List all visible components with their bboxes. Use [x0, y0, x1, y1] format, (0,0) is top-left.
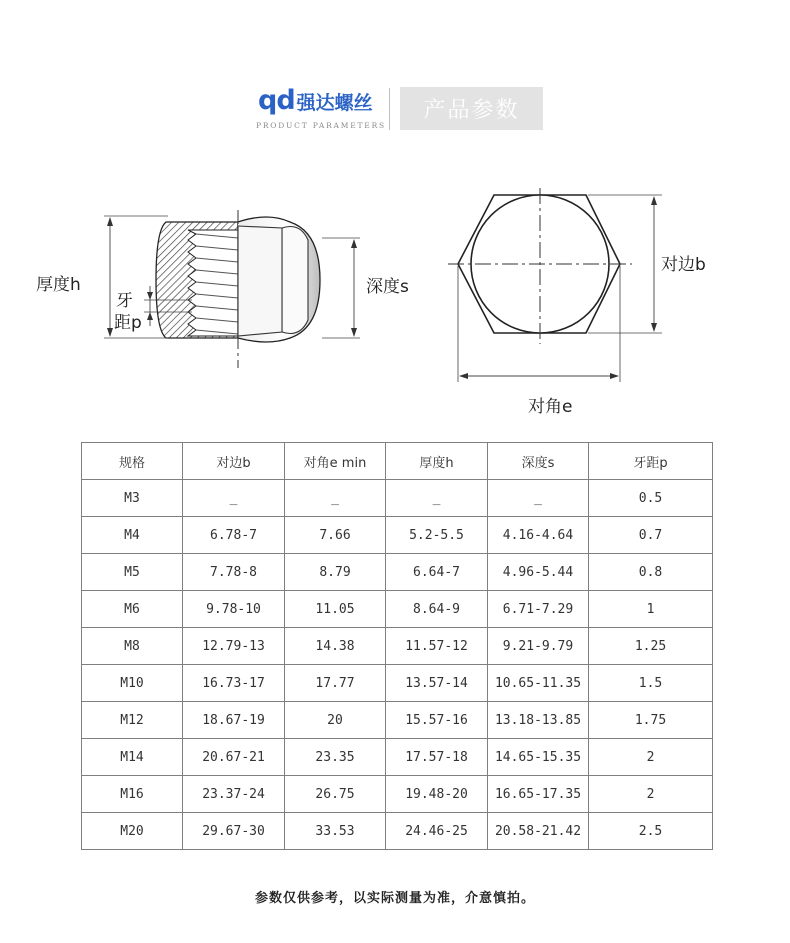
- cell-pitch: 0.7: [589, 517, 713, 554]
- cell-thickness: 17.57-18: [386, 739, 488, 776]
- cell-depth: 14.65-15.35: [488, 739, 589, 776]
- spec-table: [81, 442, 713, 850]
- cell-across-flats: 18.67-19: [183, 702, 285, 739]
- cell-across-flats: 16.73-17: [183, 665, 285, 702]
- cell-thickness: _: [386, 480, 488, 517]
- cell-across-corners: 11.05: [285, 591, 386, 628]
- pitch-label-line2: 距p: [114, 313, 142, 333]
- thickness-label: 厚度h: [36, 275, 81, 295]
- cell-size: M8: [82, 628, 183, 665]
- cell-pitch: 1.5: [589, 665, 713, 702]
- table-header-row: [82, 443, 713, 480]
- cell-thickness: 6.64-7: [386, 554, 488, 591]
- cell-depth: 13.18-13.85: [488, 702, 589, 739]
- cell-depth: _: [488, 480, 589, 517]
- page-title: 产品参数: [423, 98, 520, 123]
- header-depth: 深度s: [488, 443, 589, 480]
- cell-size: M12: [82, 702, 183, 739]
- cell-thickness: 8.64-9: [386, 591, 488, 628]
- table-row: [82, 517, 713, 554]
- logo-subtitle: PRODUCT PARAMETERS: [256, 121, 386, 130]
- cell-pitch: 2: [589, 739, 713, 776]
- cell-across-flats: 20.67-21: [183, 739, 285, 776]
- cell-across-flats: 12.79-13: [183, 628, 285, 665]
- cell-pitch: 0.8: [589, 554, 713, 591]
- depth-label: 深度s: [366, 277, 409, 297]
- title-box: [400, 87, 543, 130]
- cell-size: M3: [82, 480, 183, 517]
- cell-thickness: 5.2-5.5: [386, 517, 488, 554]
- table-row: [82, 739, 713, 776]
- table-row: [82, 628, 713, 665]
- table-row: [82, 554, 713, 591]
- header-size: 规格: [82, 443, 183, 480]
- cell-size: M5: [82, 554, 183, 591]
- cell-across-corners: 23.35: [285, 739, 386, 776]
- cell-across-corners: 7.66: [285, 517, 386, 554]
- table-row: [82, 480, 713, 517]
- table-row: [82, 813, 713, 850]
- cell-across-flats: 23.37-24: [183, 776, 285, 813]
- cell-across-corners: _: [285, 480, 386, 517]
- cell-across-flats: 29.67-30: [183, 813, 285, 850]
- table-row: [82, 776, 713, 813]
- cell-size: M10: [82, 665, 183, 702]
- header-across-corners: 对角e min: [285, 443, 386, 480]
- cell-size: M14: [82, 739, 183, 776]
- header-across-flats: 对边b: [183, 443, 285, 480]
- across-corners-label: 对角e: [528, 397, 573, 417]
- cell-across-flats: 7.78-8: [183, 554, 285, 591]
- cell-across-corners: 20: [285, 702, 386, 739]
- cell-pitch: 2.5: [589, 813, 713, 850]
- cell-across-flats: 9.78-10: [183, 591, 285, 628]
- cell-pitch: 1.75: [589, 702, 713, 739]
- header: [0, 0, 790, 150]
- cell-pitch: 1: [589, 591, 713, 628]
- cell-depth: 20.58-21.42: [488, 813, 589, 850]
- cell-across-flats: 6.78-7: [183, 517, 285, 554]
- cell-depth: 16.65-17.35: [488, 776, 589, 813]
- cell-pitch: 1.25: [589, 628, 713, 665]
- cell-depth: 9.21-9.79: [488, 628, 589, 665]
- table-row: [82, 665, 713, 702]
- cell-across-corners: 14.38: [285, 628, 386, 665]
- cell-pitch: 2: [589, 776, 713, 813]
- table-row: [82, 591, 713, 628]
- cell-across-corners: 17.77: [285, 665, 386, 702]
- cell-thickness: 15.57-16: [386, 702, 488, 739]
- pitch-label-line1: 牙: [116, 291, 133, 311]
- cell-across-corners: 26.75: [285, 776, 386, 813]
- cell-thickness: 19.48-20: [386, 776, 488, 813]
- disclaimer-note: 参数仅供参考，以实际测量为准，介意慎拍。: [254, 891, 535, 906]
- cell-pitch: 0.5: [589, 480, 713, 517]
- header-thickness: 厚度h: [386, 443, 488, 480]
- cell-size: M20: [82, 813, 183, 850]
- cell-depth: 10.65-11.35: [488, 665, 589, 702]
- cell-thickness: 11.57-12: [386, 628, 488, 665]
- cell-across-flats: _: [183, 480, 285, 517]
- logo-name: 强达螺丝: [296, 92, 373, 114]
- header-divider: [389, 88, 390, 130]
- cell-across-corners: 33.53: [285, 813, 386, 850]
- cell-thickness: 24.46-25: [386, 813, 488, 850]
- brand-logo: [258, 86, 373, 116]
- cell-depth: 4.16-4.64: [488, 517, 589, 554]
- cell-thickness: 13.57-14: [386, 665, 488, 702]
- technical-drawing: [0, 160, 790, 434]
- cell-size: M6: [82, 591, 183, 628]
- header-pitch: 牙距p: [589, 443, 713, 480]
- cell-depth: 4.96-5.44: [488, 554, 589, 591]
- cell-depth: 6.71-7.29: [488, 591, 589, 628]
- cell-size: M4: [82, 517, 183, 554]
- top-view: [448, 188, 662, 382]
- cell-size: M16: [82, 776, 183, 813]
- side-view: [104, 210, 360, 368]
- cell-across-corners: 8.79: [285, 554, 386, 591]
- across-flats-label: 对边b: [661, 255, 706, 275]
- logo-mark: qd: [258, 85, 295, 116]
- table-row: [82, 702, 713, 739]
